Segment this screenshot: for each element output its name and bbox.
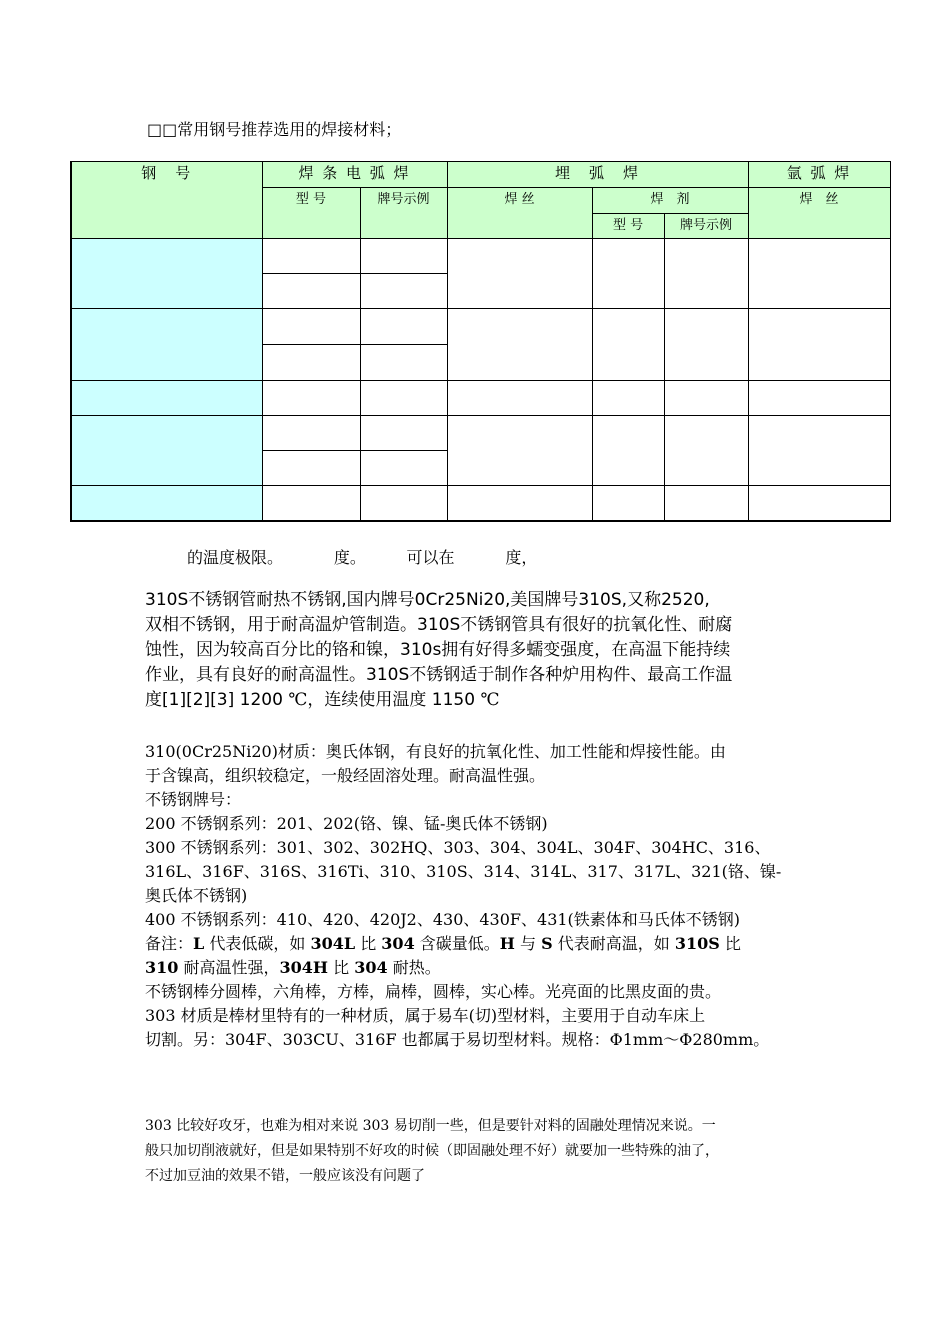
bold-span: 310S [674, 934, 720, 953]
text-line: 双相不锈钢，用于耐高温炉管制造。310S不锈钢管具有很好的抗氧化性、耐腐 [145, 615, 733, 635]
temperature-limit-line: 的温度极限。 度。 可以在 度， [187, 548, 538, 567]
table-cell [360, 309, 447, 345]
steel-cell [71, 486, 262, 521]
table-cell [360, 239, 447, 274]
table-cell [592, 239, 664, 309]
text-line: 200 不锈钢系列：201、202(铬、镍、锰-奥氏体不锈钢) [145, 814, 548, 833]
table-cell [748, 486, 890, 521]
table-cell [360, 451, 447, 486]
table-cell [262, 451, 360, 486]
table-cell [360, 381, 447, 416]
steel-cell [71, 239, 262, 309]
text-span: 比 [355, 934, 382, 953]
table-cell [664, 486, 748, 521]
table-cell [262, 486, 360, 521]
table-cell [748, 416, 890, 486]
text-span: 含碳量低。 [414, 934, 500, 953]
table-cell [664, 416, 748, 486]
table-cell [592, 416, 664, 486]
tapping-paragraph [145, 1114, 815, 1189]
table-cell [447, 416, 592, 486]
text-line: 300 不锈钢系列：301、302、302HQ、303、304、304L、304F、304HC、316、 [145, 838, 771, 857]
table-cell [360, 274, 447, 309]
sub-header-model: 型 号 [262, 188, 360, 239]
intro-heading: □□常用钢号推荐选用的焊接材料； [147, 120, 402, 139]
sub-header-flux-model: 型 号 [592, 214, 664, 239]
text-span: 耐高温性强， [178, 958, 280, 977]
text-line: 316L、316F、316S、316Ti、310、310S、314、314L、317、317L、321(铬、镍- [145, 862, 782, 881]
bold-span: L [193, 934, 205, 953]
bold-span: S [541, 934, 553, 953]
text-span: 代表低碳，如 [204, 934, 311, 953]
table-cell [262, 239, 360, 274]
bold-span: 304 [381, 934, 415, 953]
text-line: 般只加切削液就好，但是如果特别不好攻的时候（即固融处理不好）就要加一些特殊的油了， [145, 1143, 719, 1159]
table-cell [447, 486, 592, 521]
sub-header-flux-brand: 牌号示例 [664, 214, 748, 239]
text-line: 蚀性，因为较高百分比的铬和镍，310s拥有好得多蠕变强度，在高温下能持续 [145, 640, 731, 660]
text-span: 与 [514, 934, 542, 953]
text-line: 于含镍高，组织较稳定，一般经固溶处理。耐高温性强。 [145, 766, 546, 785]
table-cell [360, 345, 447, 381]
sub-header-brand: 牌号示例 [360, 188, 447, 239]
steel-cell [71, 309, 262, 381]
steel-grades-section [145, 740, 815, 1052]
table-cell [664, 381, 748, 416]
col-header-steel: 钢 号 [71, 162, 262, 239]
col-header-shielded-arc: 焊 条 电 弧 焊 [262, 162, 447, 188]
table-cell [748, 309, 890, 381]
paragraph-310s [145, 588, 815, 713]
table-cell [360, 486, 447, 521]
table-cell [262, 381, 360, 416]
text-line: 303 比较好攻牙，也难为相对来说 303 易切削一些，但是要针对料的固融处理情况来说。一 [145, 1118, 716, 1134]
text-line: 400 不锈钢系列：410、420、420J2、430、430F、431(铁素体和马氏体不锈钢) [145, 910, 741, 929]
note-line [145, 932, 815, 956]
sub-header-flux: 焊 剂 [592, 188, 748, 214]
text-line: 不锈钢棒分圆棒，六角棒，方棒，扁棒，圆棒，实心棒。光亮面的比黑皮面的贵。 [145, 982, 722, 1001]
table-cell [447, 239, 592, 309]
table-cell [262, 345, 360, 381]
table-cell [592, 486, 664, 521]
table-cell [592, 309, 664, 381]
bold-span: H [499, 934, 515, 953]
table-cell [262, 309, 360, 345]
text-line: 303 材质是棒材里特有的一种材质，属于易车(切)型材料，主要用于自动车床上 [145, 1006, 706, 1025]
bold-span: 304 [354, 958, 388, 977]
table-cell [664, 239, 748, 309]
text-span: 备注： [145, 934, 194, 953]
col-header-submerged-arc: 埋 弧 焊 [447, 162, 748, 188]
col-header-argon-arc: 氩 弧 焊 [748, 162, 890, 188]
welding-material-table [70, 161, 891, 522]
text-line: 作业，具有良好的耐高温性。310S不锈钢适于制作各种炉用构件、最高工作温 [145, 665, 733, 685]
steel-cell [71, 381, 262, 416]
text-line: 不锈钢牌号： [145, 790, 242, 809]
table-cell [262, 274, 360, 309]
text-span: 比 [719, 934, 741, 953]
table-cell [664, 309, 748, 381]
text-line [145, 688, 815, 713]
text-span: 耐热。 [387, 958, 441, 977]
table-cell [748, 381, 890, 416]
text-span: 比 [328, 958, 355, 977]
text-span: 代表耐高温，如 [552, 934, 675, 953]
text-line: 不过加豆油的效果不错，一般应该没有问题了 [145, 1168, 425, 1184]
table-cell [262, 416, 360, 451]
celsius-symbol: ℃ [480, 690, 500, 710]
bold-span: 304H [279, 958, 329, 977]
table-cell [360, 416, 447, 451]
steel-cell [71, 416, 262, 486]
table-cell [748, 239, 890, 309]
table-cell [447, 309, 592, 381]
sub-header-wire: 焊 丝 [447, 188, 592, 239]
text-line: 310S不锈钢管耐热不锈钢,国内牌号0Cr25Ni20,美国牌号310S,又称2520, [145, 590, 710, 610]
text-line: 奥氏体不锈钢) [145, 886, 248, 905]
celsius-symbol: ℃ [288, 690, 308, 710]
text-line: 310(0Cr25Ni20)材质：奥氏体钢，有良好的抗氧化性、加工性能和焊接性能。由 [145, 742, 726, 761]
text-line: 切割。另：304F、303CU、316F 也都属于易切型材料。规格：Φ1mm～Φ280mm。 [145, 1030, 770, 1049]
text-span: 度[1][2][3] 1200 [145, 690, 289, 710]
table-cell [592, 381, 664, 416]
note-line [145, 956, 815, 980]
text-span: ，连续使用温度 1150 [307, 690, 481, 710]
bold-span: 310 [145, 958, 179, 977]
table-cell [447, 381, 592, 416]
sub-header-argon-wire: 焊 丝 [748, 188, 890, 239]
bold-span: 304L [310, 934, 356, 953]
